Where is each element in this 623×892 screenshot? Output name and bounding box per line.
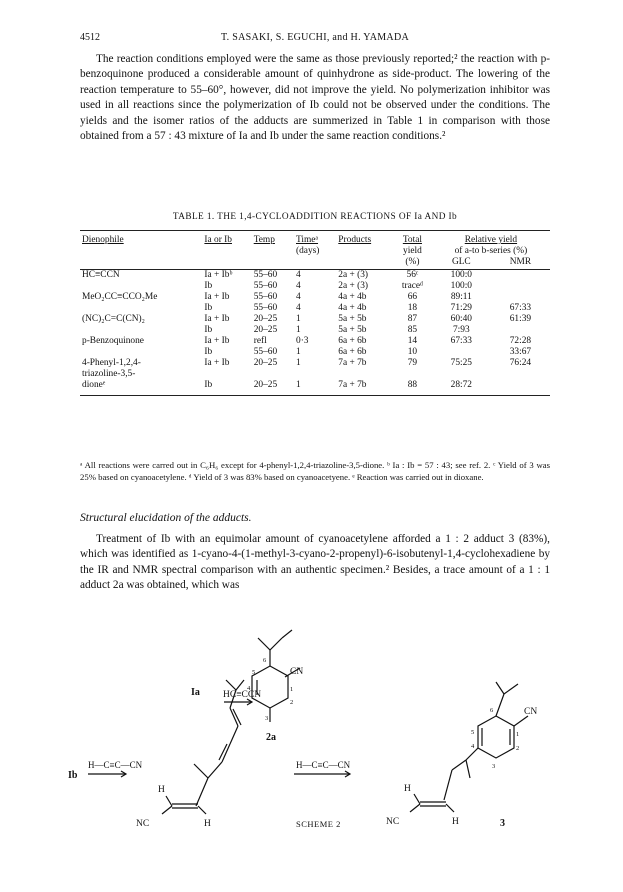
bond (196, 778, 208, 806)
atom-h-right-bottom: H (452, 817, 459, 827)
section-heading: Structural elucidation of the adducts. (80, 512, 252, 524)
table-row: (NC)₂C=C(CN)₂ Ia + Ib 20–25 1 5a + 5b 87 60:40 61:39 (82, 314, 532, 324)
bond (410, 804, 420, 812)
table-row: triazoline-3,5- (82, 369, 136, 379)
th-dienophile: Dienophile (80, 231, 202, 247)
th-yield: yield (403, 246, 422, 256)
num-6: 6 (263, 657, 267, 664)
bond (282, 630, 292, 638)
bond (194, 764, 208, 778)
bond (166, 796, 172, 806)
table-row: MeO₂CC≡CCO₂Me Ia + Ib 55–60 4 4a + 4b 66 89:11 (82, 292, 472, 302)
th-nmr: NMR (491, 257, 550, 270)
num-4-3: 4 (471, 743, 475, 750)
body-paragraph: Treatment of Ib with an equimolar amount of cyanoacetylene afforded a 1 : 2 adduct 3 (83%), which was identified as 1-cyano-4-(1-methyl-3-cyano-2-propenyl)-6-isobutenyl-1,4-cyclohexadiene by the IR and NMR spectral comparison with an authentic specimen.² Besides, a trace amount of a 1 : 1 adduct 2a was obtained, which was (80, 533, 550, 592)
table-row: 4-Phenyl-1,2,4- Ia + Ib 20–25 1 7a + 7b 79 75:25 76:24 (82, 358, 532, 368)
header-authors: T. SASAKI, S. EGUCHI, and H. YAMADA (221, 32, 409, 43)
reagent-mid: H—C≡C—CN (296, 760, 351, 770)
bond (446, 804, 454, 812)
table-footnotes: ᵃ All reactions were carred out in C₆H₆ except for 4-phenyl-1,2,4-triazoline-3,5-dione. ᵇ Ia : Ib = 57 : 43; see ref. 2. ᶜ Yield of 3 was 25% based on cyanoacetylene. ᵈ Yield of 3 was 83% based on cyanoacetyene. ᵉ Reaction was carried out in dioxane. (80, 460, 550, 482)
bond (226, 680, 236, 690)
table-row: p-Benzoquinone Ia + Ib refl 0·3 6a + 6b 14 67:33 72:28 (82, 336, 532, 346)
bond (230, 726, 238, 744)
bond (452, 760, 466, 770)
intro-paragraph: The reaction conditions employed were the same as those previously reported;² the reaction with p-benzoquinone produced a considerable amount of quinhydrone as side-product. The lowering of the reaction temperature to 55–60°, however, did not improve the yield. No polymerization inhibitor was used in all reactions since the polymerization of Ib could not be observed under the conditions. The yields and the isomer ratios of the adducts are summerized in Table 1 in comparison with those obtained from a 57 : 43 mixture of Ia and Ib under the same reaction conditions.² (80, 53, 550, 143)
bond (504, 684, 518, 694)
group-cn-3: CN (524, 707, 538, 717)
reagent-left: H—C≡C—CN (88, 760, 143, 770)
page-number: 4512 (80, 32, 100, 43)
num-6-3: 6 (490, 707, 494, 714)
table-row: Ib 20–25 1 5a + 5b 85 7:93 (204, 325, 470, 335)
th-total-yield: Total (393, 231, 432, 247)
table-row: Ib 55–60 1 6a + 6b 10 33:67 (204, 347, 532, 357)
bond (466, 760, 470, 778)
th-percent: (%) (393, 257, 432, 270)
label-3: 3 (500, 818, 505, 829)
th-products: Products (336, 231, 393, 247)
th-relative-yield: Relative yield (432, 231, 550, 247)
table-row: Ib 55–60 4 2a + (3) traceᵈ 100:0 (204, 281, 472, 291)
bond (208, 762, 222, 778)
num-3: 3 (265, 715, 269, 722)
num-4: 4 (247, 685, 251, 692)
th-time: Timeᵃ (294, 231, 336, 247)
num-2: 2 (290, 699, 294, 706)
ring-3 (478, 716, 514, 758)
bond (236, 680, 244, 690)
scheme-caption: SCHEME 2 (296, 819, 341, 829)
bond (414, 794, 420, 804)
num-5: 5 (252, 669, 256, 676)
bond (444, 770, 452, 800)
bond (270, 638, 282, 650)
num-3-3: 3 (492, 763, 496, 770)
atom-h-left-top: H (158, 785, 165, 795)
group-cn-2a: CN (290, 667, 304, 677)
reaction-scheme (0, 608, 623, 892)
bond (496, 694, 504, 716)
bond (162, 806, 172, 814)
bond (258, 638, 270, 650)
group-nc-right: NC (386, 817, 400, 827)
num-1: 1 (290, 686, 294, 693)
bond (514, 716, 528, 726)
label-ib: Ib (68, 770, 78, 781)
group-nc-left: NC (136, 819, 150, 829)
th-glc: GLC (432, 257, 491, 270)
table-row: dioneᵉ Ib 20–25 1 7a + 7b 88 28:72 (80, 380, 550, 396)
th-ia-ib: Ia or Ib (202, 231, 251, 247)
num-2-3: 2 (516, 745, 520, 752)
reagent-top: HC≡CCN (223, 690, 262, 700)
label-2a: 2a (266, 732, 276, 743)
table-row: Ib 55–60 4 4a + 4b 18 71:29 67:33 (204, 303, 532, 313)
th-temp: Temp (252, 231, 294, 247)
atom-h-right-top: H (404, 784, 411, 794)
num-1-3: 1 (516, 731, 520, 738)
table-row: HC≡CCN Ia + Ibᵇ 55–60 4 2a + (3) 56ᶜ 100:0 (82, 270, 472, 280)
label-ia: Ia (191, 687, 200, 698)
th-time-unit: (days) (296, 246, 320, 256)
th-relative-sub: of a-to b-series (%) (454, 246, 528, 256)
table-caption: TABLE 1. THE 1,4-CYCLOADDITION REACTIONS OF Ia AND Ib (172, 212, 458, 222)
bond (496, 682, 504, 694)
atom-h-left-bottom: H (204, 819, 211, 829)
bond (198, 806, 206, 814)
reaction-table (80, 230, 550, 396)
num-5-3: 5 (471, 729, 475, 736)
